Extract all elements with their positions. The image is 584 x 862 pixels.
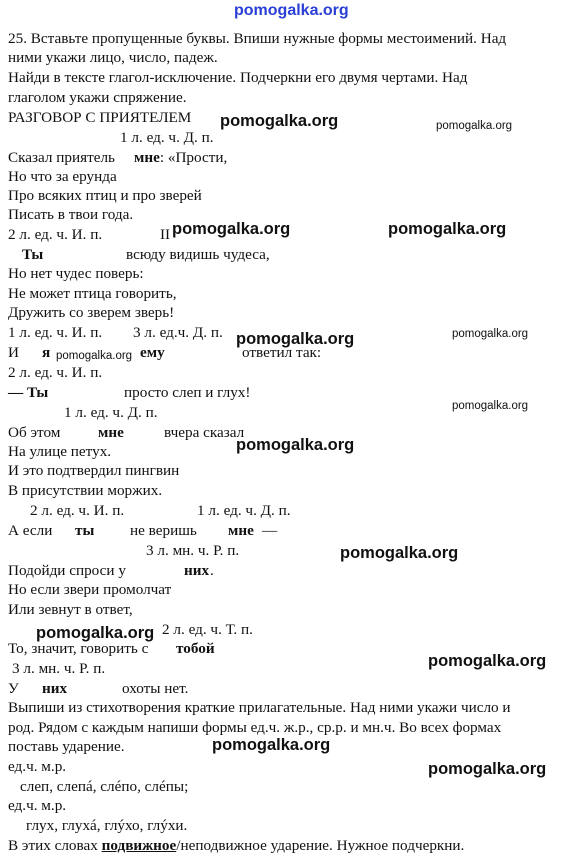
grammar-note: 3 л. мн. ч. Р. п. [146,542,240,559]
task-text: В этих словах [8,837,98,854]
watermark: pomogalka.org [340,544,459,562]
grammar-note: 2 л. ед. ч. И. п. [8,364,103,381]
poem-line: На улице петух. [8,443,112,460]
task-text: /неподвижное ударение. Нужное подчеркни. [176,837,465,854]
pronoun: ему [140,344,165,361]
pronoun: них [184,562,210,579]
poem-line: Писать в твои года. [8,206,134,223]
task-line: род. Рядом с каждым напиши формы ед.ч. ж.р., ср.р. и мн.ч. Во всех формах [8,719,502,736]
pronoun: я [42,344,51,361]
pronoun: — Ты [8,384,49,401]
grammar-note: 2 л. ед. ч. И. п. [30,502,125,519]
poem-line: В присутствии моржих. [8,482,163,499]
watermark: pomogalka.org [236,330,355,348]
grammar-note: 1 л. ед. ч. Д. п. [197,502,291,519]
watermark: pomogalka.org [452,328,529,340]
task-line: Найди в тексте глагол-исключение. Подчеркни его двумя чертами. Над [8,69,468,86]
task-line: глаголом укажи спряжение. [8,89,187,106]
poem-text: То, значит, говорить с [8,640,149,657]
task-line: поставь ударение. [8,738,125,755]
watermark: pomogalka.org [56,350,133,362]
watermark: pomogalka.org [428,652,547,670]
conjugation-mark: II [160,226,171,243]
grammar-note: 3 л. ед.ч. Д. п. [133,324,223,341]
watermark: pomogalka.org [236,436,355,454]
watermark: pomogalka.org [172,220,291,238]
grammar-note: 3 л. мн. ч. Р. п. [12,660,106,677]
poem-line: Или зевнут в ответ, [8,601,133,618]
poem-text: И [8,344,19,361]
task-line: ними укажи лицо, число, падеж. [8,49,218,66]
poem-text: . [210,562,214,579]
poem-line: всюду видишь чудеса, [126,246,270,263]
poem-text: — [262,522,278,539]
grammar-note: 2 л. ед. ч. Т. п. [162,621,253,638]
task-line [8,837,464,854]
poem-text: Подойди спроси у [8,562,126,579]
underlined-answer: подвижное [101,837,177,854]
answer-line: глух, глухá, глýхо, глýхи. [26,817,188,834]
poem-line: Но что за ерунда [8,168,117,185]
watermark: pomogalka.org [212,736,331,754]
grammar-note: 1 л. ед. ч. Д. п. [64,404,158,421]
pronoun: мне [98,424,124,441]
poem-line: Но если звери промолчат [8,581,172,598]
poem-title: РАЗГОВОР С ПРИЯТЕЛЕМ [8,109,192,126]
poem-line [8,149,227,166]
poem-line: Дружить со зверем зверь! [8,304,175,321]
pronoun: мне [228,522,254,539]
poem-line: Про всяких птиц и про зверей [8,187,202,204]
poem-line: Не может птица говорить, [8,285,177,302]
watermark: pomogalka.org [436,120,513,132]
poem-text: У [8,680,19,697]
task-line: Выпиши из стихотворения краткие прилагательные. Над ними укажи число и [8,699,511,716]
poem-text: : «Прости, [159,149,228,166]
answer-line: слеп, слепá, слéпо, слéпы; [20,778,189,795]
pronoun: Ты [22,246,44,263]
poem-line: И это подтвердил пингвин [8,462,180,479]
grammar-note: 2 л. ед. ч. И. п. [8,226,103,243]
poem-line: Но нет чудес поверь: [8,265,144,282]
poem-text: не веришь [130,522,197,539]
poem-line: просто слеп и глух! [124,384,251,401]
poem-text: Об этом [8,424,61,441]
watermark: pomogalka.org [388,220,507,238]
answer-heading: ед.ч. м.р. [8,797,67,814]
poem-text: ответил так: [242,344,322,361]
pronoun: мне [133,149,160,166]
poem-text: А если [8,522,53,539]
pronoun: ты [75,522,95,539]
poem-text: вчера сказал [164,424,245,441]
poem-text: охоты нет. [122,680,189,697]
watermark: pomogalka.org [220,112,339,130]
pronoun: тобой [176,640,215,657]
watermark-top: pomogalka.org [234,2,349,19]
watermark: pomogalka.org [452,400,529,412]
watermark: pomogalka.org [428,760,547,778]
pronoun: них [42,680,68,697]
grammar-note: 1 л. ед. ч. Д. п. [120,129,214,146]
poem-text: Сказал приятель [8,149,115,166]
task-line: 25. Вставьте пропущенные буквы. Впиши нужные формы местоимений. Над [8,30,507,47]
watermark: pomogalka.org [36,624,155,642]
grammar-note: 1 л. ед. ч. И. п. [8,324,103,341]
answer-heading: ед.ч. м.р. [8,758,67,775]
